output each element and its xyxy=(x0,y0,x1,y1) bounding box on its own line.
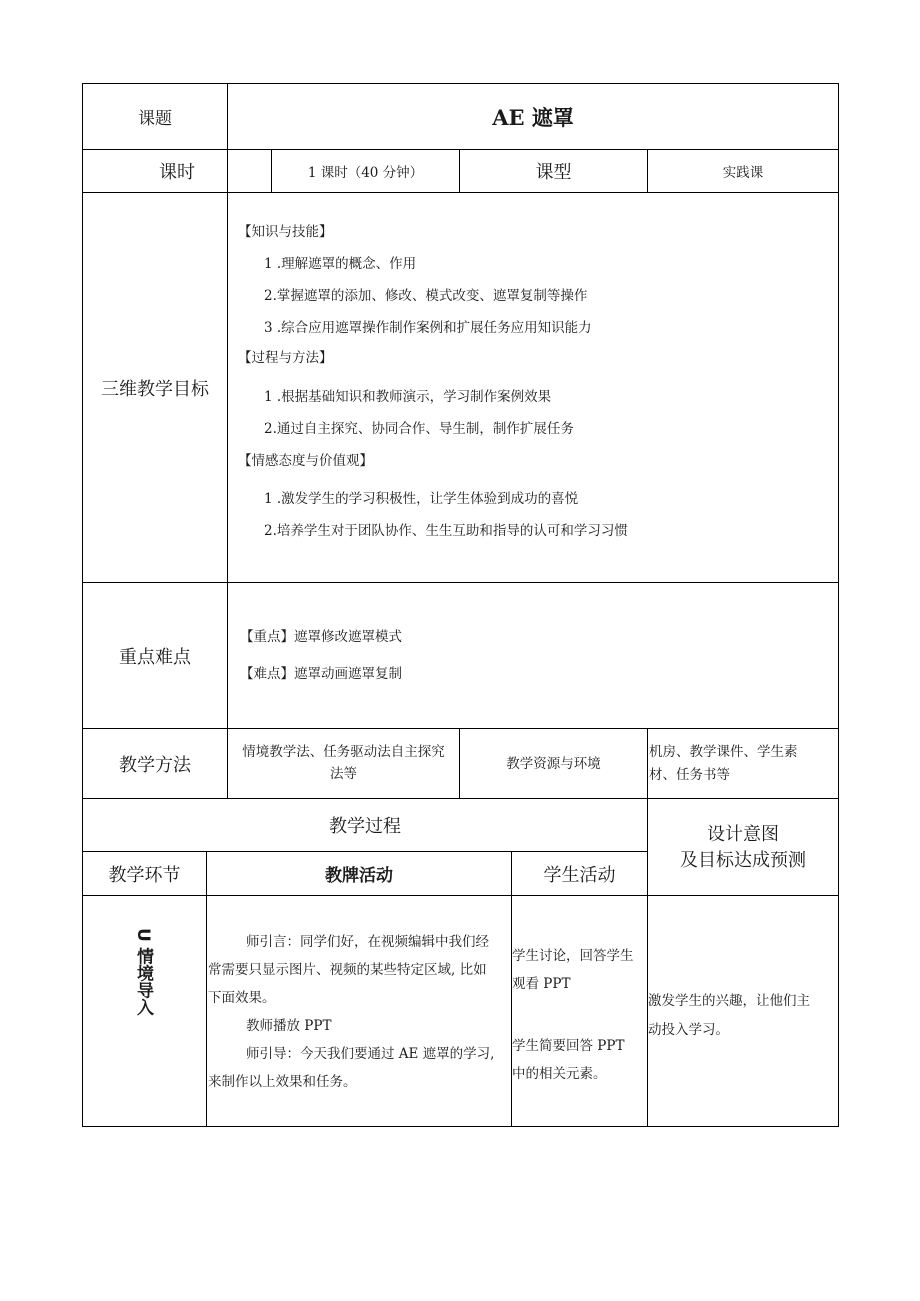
objective-item: 1 .激发学生的学习积极性，让学生体验到成功的喜悦 xyxy=(264,491,579,507)
design-line: 激发学生的兴趣，让他们主 xyxy=(648,993,810,1009)
objective-heading: 【知识与技能】 xyxy=(238,224,333,240)
table-border-right xyxy=(838,83,839,1127)
methods-value xyxy=(228,741,459,785)
objective-heading: 【过程与方法】 xyxy=(238,350,333,366)
objective-item: 3 .综合应用遮罩操作制作案例和扩展任务应用知识能力 xyxy=(264,320,592,336)
teacher-line: 师引言：同学们好，在视频编辑中我们经 xyxy=(246,934,489,950)
col-student-header: 学生活动 xyxy=(543,864,616,886)
design-line: 动投入学习。 xyxy=(648,1022,729,1038)
teacher-line: 师引导：今天我们要通过 AE 遮罩的学习, xyxy=(246,1046,495,1062)
resources-value xyxy=(649,741,837,787)
objectives-label: 三维教学目标 xyxy=(101,378,209,400)
methods-line: 法等 xyxy=(330,766,357,782)
objective-item: 1 .根据基础知识和教师演示，学习制作案例效果 xyxy=(264,389,552,405)
student-line: 中的相关元素。 xyxy=(512,1066,607,1082)
table-rule xyxy=(647,728,648,799)
hours-label: 课时 xyxy=(159,162,195,183)
methods-line: 情境教学法、任务驱动法自主探究 xyxy=(242,744,445,760)
objective-item: 2.通过自主探究、协同合作、导生制，制作扩展任务 xyxy=(264,421,574,437)
keypoints-label: 重点难点 xyxy=(119,646,191,668)
teacher-activity xyxy=(208,928,510,1096)
stage-name: U 情境导入 xyxy=(133,928,153,1016)
teacher-line: 常需要只显示图片、视频的某些特定区域, 比如 xyxy=(208,962,487,978)
resources-line: 机房、教学课件、学生素 xyxy=(649,744,798,760)
student-line: 观看 PPT xyxy=(512,976,571,992)
hours-value: 1 课时（40 分钟） xyxy=(307,165,424,181)
resources-label: 教学资源与环境 xyxy=(506,755,601,772)
design-header-line: 及目标达成预测 xyxy=(680,850,806,871)
student-activity-a xyxy=(512,942,646,998)
design-header-line: 设计意图 xyxy=(707,824,779,845)
student-line: 学生讨论，回答学生 xyxy=(512,948,634,964)
teacher-line: 教师播放 PPT xyxy=(246,1018,332,1034)
objective-heading: 【情感态度与价值观】 xyxy=(238,453,373,469)
col-stage-header: 教学环节 xyxy=(108,864,181,886)
student-activity-b xyxy=(512,1032,646,1088)
teacher-line: 来制作以上效果和任务。 xyxy=(208,1074,357,1090)
process-title: 教学过程 xyxy=(329,816,401,837)
table-rule xyxy=(82,895,839,896)
student-line: 学生简要回答 PPT xyxy=(512,1038,625,1054)
design-intent-text xyxy=(648,987,837,1045)
type-value: 实践课 xyxy=(722,165,764,181)
col-teacher-header: 教牌活动 xyxy=(325,866,393,886)
methods-label: 教学方法 xyxy=(119,754,191,776)
objective-item: 1 .理解遮罩的概念、作用 xyxy=(264,256,417,272)
objective-item: 2.培养学生对于团队协作、生生互助和指导的认可和学习习惯 xyxy=(264,523,628,539)
difficult-point: 【难点】遮罩动画遮罩复制 xyxy=(240,666,402,682)
resources-line: 材、任务书等 xyxy=(649,767,730,783)
objective-item: 2.掌握遮罩的添加、修改、模式改变、遮罩复制等操作 xyxy=(264,288,588,304)
type-label: 课型 xyxy=(535,162,572,183)
teacher-line: 下面效果。 xyxy=(208,990,276,1006)
topic-label: 课题 xyxy=(138,109,172,129)
topic-value: AE 遮罩 xyxy=(492,104,574,130)
table-border-bottom xyxy=(82,1126,839,1127)
key-point: 【重点】遮罩修改遮罩模式 xyxy=(240,629,402,645)
design-intent-header xyxy=(648,822,838,874)
